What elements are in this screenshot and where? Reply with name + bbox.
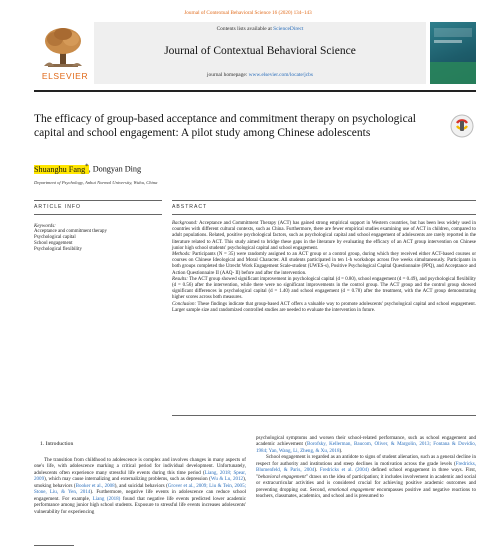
school-engagement-paragraph: School engagement is regarded as an antidote to signs of student alienation, such as a general decline in respect for authority and institutions and steep declines in motivation across the grade levels (Fredricks, Blumenfeld, & Paris, 2004). Fredricks et al. (2004) defined school engagement in three ways. First, "behavioral engagement" draws on the idea of participation; it includes involvement in academic and social or extracurricular activities and is considered crucial for achieving positive academic outcomes and preventing dropping out. Second, emotional engagement encompasses positive and negative reactions to teachers, classmates, academics, and school and is presumed to	[256, 454, 477, 500]
citation-link[interactable]: Borofsky, Kellerman, Baucom, Oliver, & Margolin, 2013; Fontana & Dovidio, 1984; Yan, Wang, Li, Zheng, & Xu, 2018	[256, 441, 476, 454]
cover-subtitle-band	[434, 40, 462, 43]
article-info-label: ARTICLE INFO	[34, 204, 82, 210]
contents-available-line	[94, 26, 426, 32]
homepage-link[interactable]: www.elsevier.com/locate/jcbs	[248, 72, 313, 78]
citation-link[interactable]: Grover et al., 2009; Liu & Tein, 2005; Stone, Liu, & Yen, 2014	[34, 482, 246, 496]
abstract-label: ABSTRACT	[172, 204, 208, 210]
publisher-wordmark: ELSEVIER	[41, 71, 89, 81]
article-title: The efficacy of group-based acceptance and commitment therapy on psychological capital and school engagement: A pilot study among Chinese adolescents	[34, 113, 417, 140]
journal-homepage-line	[94, 72, 426, 78]
keywords-heading: Keywords:	[34, 223, 56, 229]
journal-reference[interactable]: Journal of Contextual Behavioral Science 16 (2020) 134–143	[184, 10, 312, 16]
citation-link[interactable]: Wu & Lu, 2012	[210, 476, 244, 483]
keyword-item: Psychological capital	[34, 235, 76, 241]
abstract-conclusion: Conclusion: These findings indicate that group-based ACT offers a valuable way to promote adolescents' psychological capital and school engagement. Larger sample size and randomized controlled studies are needed to evaluate the intervention in future.	[172, 301, 476, 313]
right-paragraph-continued: psychological symptoms and worsen their school-related performance, such as school engagement and academic achievement (Borofsky, Kellerman, Baucom, Oliver, & Margolin, 2013; Fontana & Dovidio, 1984; Yan, Wang, Li, Zheng, & Xu, 2018).	[256, 435, 476, 454]
elsevier-tree-logo	[40, 26, 86, 68]
abstract-rule-2	[172, 214, 476, 215]
abstract-bottom-rule	[172, 415, 476, 416]
footnote-rule	[34, 545, 74, 546]
citation-link[interactable]: Fredricks et al. (2004)	[319, 467, 369, 474]
sciencedirect-link[interactable]: ScienceDirect	[273, 26, 304, 32]
introduction-heading: 1. Introduction	[40, 441, 74, 447]
article-info-rule	[34, 200, 162, 201]
journal-title[interactable]: Journal of Contextual Behavioral Science	[164, 45, 356, 57]
citation-link[interactable]: Liang (2018)	[92, 495, 121, 502]
corresponding-author-mark: *	[85, 163, 89, 170]
abstract-results: Results: The ACT group showed significant improvement in psychological capital (d = 0.80), school engagement (d = 0.49), and psychological flexibility (d = 0.56) after the intervention, while there were no significant improvements in the control group. The ACT group and the control group showed significant differences in psychological capital (d = 1.40) and school engagement (d = 0.78) after the treatment, with the ACT group demonstrating higher scores across both measures.	[172, 276, 476, 301]
abstract-methods: Methods: Participants (N = 35) were randomly assigned to an ACT group or a control group, during which they received either ACT-based courses or courses on Chinese Ideological and Moral Character. All students participated in ten 1-h workshops across five weeks simultaneously. Participants in both groups completed the Utrecht Work Engagement Scale-student (UWES-s), Positive Psychological Capital Questionnaire (PPQ), and Acceptance and Action Questionnaire II (AAQ- II) before and after the intervention.	[172, 252, 476, 276]
article-info-rule-2	[34, 214, 162, 215]
journal-cover[interactable]	[430, 22, 476, 84]
first-author[interactable]: Shuanghu Fang*	[34, 163, 89, 174]
contents-prefix: Contents lists available at	[216, 26, 274, 32]
abstract-body	[172, 221, 476, 314]
homepage-prefix: journal homepage:	[207, 72, 249, 78]
keywords-list	[34, 229, 107, 253]
co-authors[interactable]: , Dongyan Ding	[88, 164, 142, 174]
check-for-updates-icon[interactable]	[449, 113, 475, 139]
abstract-background: Background: Acceptance and Commitment Therapy (ACT) has gained strong empirical support in Western countries, but has been less widely used in countries with different cultural contexts, such as China. Furthermore, there are fewer empirical studies examining use of ACT in children, compared to adult populations. Related, positive psychological factors, such as psychological capital and school engagement of adolescents are rarely reported in the literature related to ACT. This study aimed to bridge these gaps in the literature by evaluating the efficacy of an ACT group intervention on Chinese junior high school students' psychological capital and school engagement.	[172, 221, 476, 251]
keyword-item: Psychological flexibility	[34, 247, 82, 253]
citation-link[interactable]: Liang, 2018; Spear, 2009	[34, 469, 247, 483]
authors	[34, 163, 141, 174]
citation-link[interactable]: Booker et al., 2008	[75, 482, 115, 489]
affiliation: Department of Psychology, Anhui Normal University, Wuhu, China	[34, 180, 158, 185]
introduction-paragraph: The transition from childhood to adolescence is complex and involves changes in many aspects of one's life, with adolescence marking a critical period for individual development. Unfortunately, adolescents often experience many stressful life events during this time period (Liang, 2018; Spear, 2009), which may cause internalizing and externalizing problems, such as depression (Wu & Lu, 2012), smoking behaviors (Booker et al., 2008), and suicidal behaviors (Grover et al., 2009; Liu & Tein, 2005; Stone, Liu, & Yen, 2014). Furthermore, negative life events in adolescence can reduce school engagement. For example, Liang (2018) found that negative life events predicted lower academic performance among junior high school students. Exposure to stressful life events increases adolescents' vulnerability for experiencing	[34, 457, 247, 515]
keyword-item: Acceptance and commitment therapy	[34, 229, 107, 234]
citation-link[interactable]: Fredricks, Blumenfeld, & Paris, 2004	[256, 460, 476, 474]
cover-title-band	[434, 28, 472, 37]
keyword-item: School engagement	[34, 241, 73, 247]
right-column-text	[256, 435, 476, 500]
abstract-rule	[172, 200, 476, 201]
header-divider	[34, 90, 476, 92]
cover-image-band	[430, 62, 476, 84]
